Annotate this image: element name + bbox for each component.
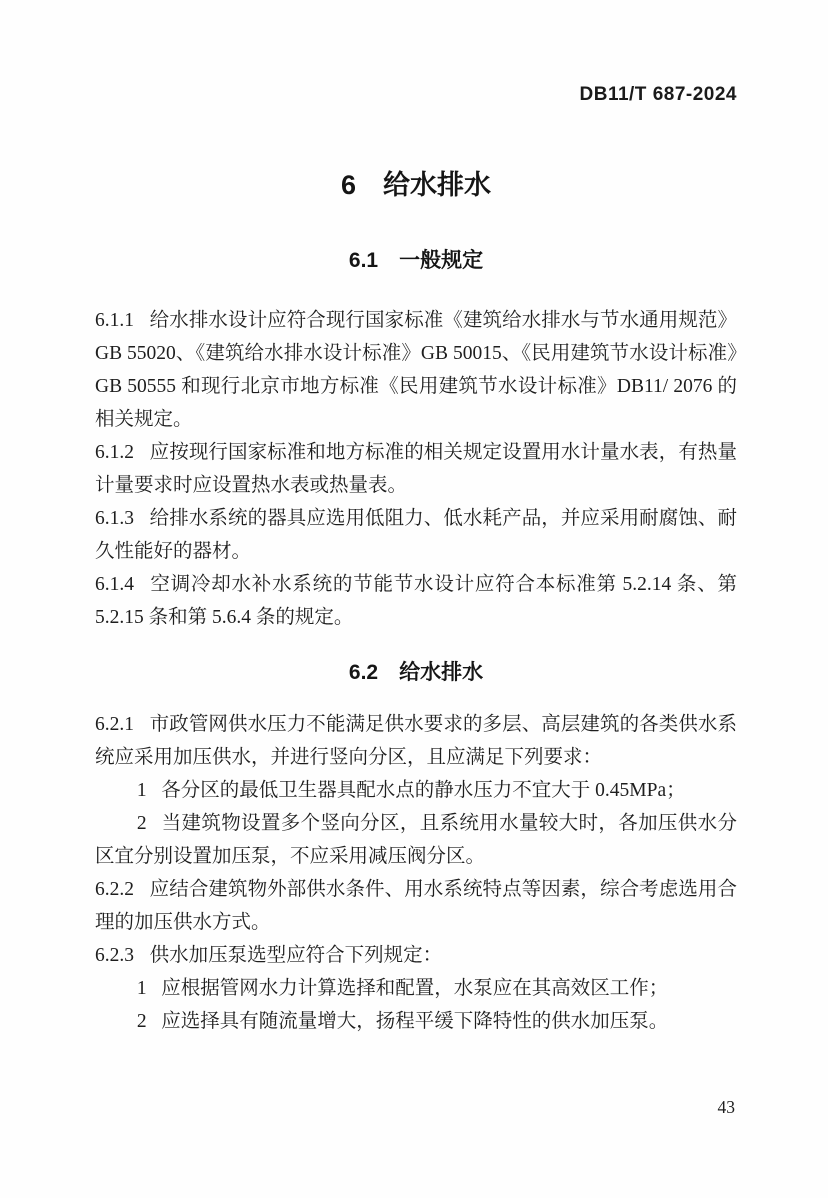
page-content: [95, 0, 737, 1038]
clause-number: 6.1.4: [95, 574, 134, 595]
item-text: 当建筑物设置多个竖向分区，且系统用水量较大时，各加压供水分区宜分别设置加压泵，不应采用减压阀分区。: [95, 813, 737, 867]
clause-6-2-3: [95, 939, 737, 972]
clause-number: 6.1.1: [95, 310, 134, 331]
list-item-6-2-3-1: [95, 972, 737, 1005]
item-number: 1: [136, 978, 147, 999]
clause-number: 6.2.3: [95, 945, 134, 966]
clause-6-2-2: [95, 873, 737, 939]
clause-number: 6.2.2: [95, 879, 134, 900]
clause-number: 6.2.1: [95, 714, 134, 735]
clause-6-1-1: [95, 304, 737, 436]
section-heading-6-1: 6.1 一般规定: [348, 249, 484, 272]
clause-6-2-1: [95, 708, 737, 774]
doc-code: DB11/T 687-2024: [579, 84, 737, 105]
clause-text: 应结合建筑物外部供水条件、用水系统特点等因素，综合考虑选用合理的加压供水方式。: [95, 879, 737, 933]
item-text: 应选择具有随流量增大，扬程平缓下降特性的供水加压泵。: [161, 1011, 669, 1032]
clause-text: 给排水系统的器具应选用低阻力、低水耗产品，并应采用耐腐蚀、耐久性能好的器材。: [95, 508, 737, 562]
clause-6-1-3: [95, 502, 737, 568]
clause-6-1-2: [95, 436, 737, 502]
page-number: 43: [717, 1097, 735, 1117]
clause-text: 空调冷却水补水系统的节能节水设计应符合本标准第 5.2.14 条、第 5.2.15 条和第 5.6.4 条的规定。: [95, 574, 737, 628]
item-number: 1: [136, 780, 147, 801]
list-item-6-2-1-1: [95, 774, 737, 807]
section-heading-6-2: 6.2 给水排水: [348, 661, 484, 684]
clause-6-1-4: [95, 568, 737, 634]
item-text: 应根据管网水力计算选择和配置，水泵应在其高效区工作；: [161, 978, 669, 999]
clause-text: 应按现行国家标准和地方标准的相关规定设置用水计量水表，有热量计量要求时应设置热水表或热量表。: [95, 442, 737, 496]
item-text: 各分区的最低卫生器具配水点的静水压力不宜大于 0.45MPa；: [161, 780, 686, 801]
list-item-6-2-3-2: [95, 1005, 737, 1038]
item-number: 2: [136, 1011, 147, 1032]
clause-text: 供水加压泵选型应符合下列规定：: [149, 945, 443, 966]
item-number: 2: [136, 813, 147, 834]
chapter-title: 6 给水排水: [340, 170, 492, 200]
clause-number: 6.1.3: [95, 508, 134, 529]
clause-text: 市政管网供水压力不能满足供水要求的多层、高层建筑的各类供水系统应采用加压供水，并进行竖向分区，且应满足下列要求：: [95, 714, 737, 768]
clause-text: 给水排水设计应符合现行国家标准《建筑给水排水与节水通用规范》GB 55020、《建筑给水排水设计标准》GB 50015、《民用建筑节水设计标准》GB 50555 和现行北京市地方标准《民用建筑节水设计标准》DB11/ 2076 的相关规定。: [95, 310, 737, 430]
list-item-6-2-1-2: [95, 807, 737, 873]
clause-number: 6.1.2: [95, 442, 134, 463]
